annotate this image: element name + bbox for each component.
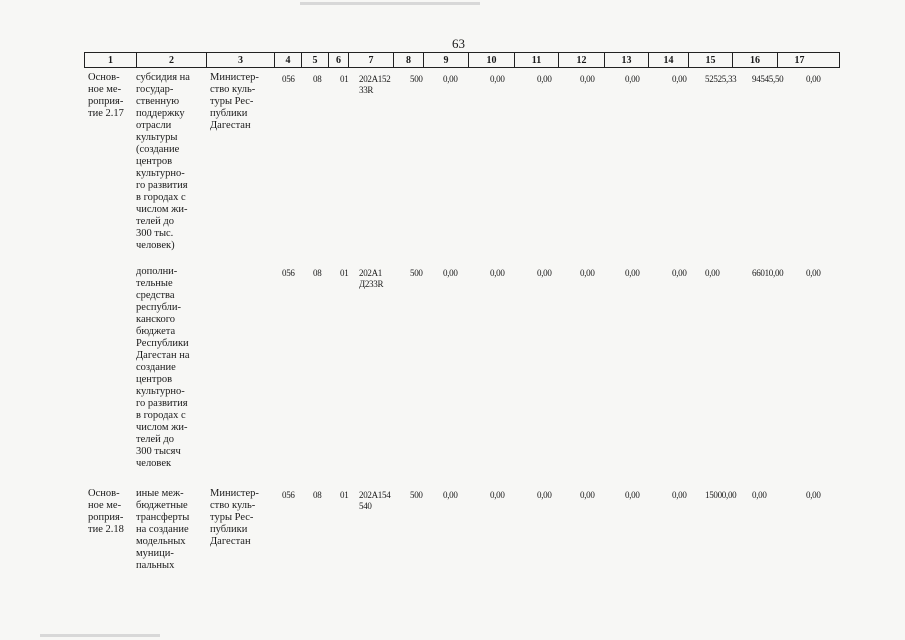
row1-col4: 056: [282, 74, 295, 84]
row2-col12: 0,00: [580, 268, 595, 278]
header-col-6: 6: [329, 53, 349, 67]
header-col-15: 15: [689, 53, 733, 67]
row1-col7: 202А152 33R: [359, 74, 391, 95]
table-header: [84, 52, 840, 68]
row1-col14: 0,00: [672, 74, 687, 84]
row2-col8: 500: [410, 268, 423, 278]
row3-col4: 056: [282, 490, 295, 500]
row3-executor: Министер- ство куль- туры Рес- публики Дагестан: [210, 488, 259, 547]
row2-col6: 01: [340, 268, 349, 278]
row1-executor: Министер- ство куль- туры Рес- публики Дагестан: [210, 72, 259, 131]
row1-col12: 0,00: [580, 74, 595, 84]
header-col-4: 4: [275, 53, 302, 67]
header-col-11: 11: [515, 53, 559, 67]
scan-mark-top: [300, 2, 480, 5]
row3-col9: 0,00: [443, 490, 458, 500]
row1-col13: 0,00: [625, 74, 640, 84]
header-col-14: 14: [649, 53, 689, 67]
row3-col12: 0,00: [580, 490, 595, 500]
row2-col11: 0,00: [537, 268, 552, 278]
header-col-12: 12: [559, 53, 605, 67]
row3-col8: 500: [410, 490, 423, 500]
header-col-7: 7: [349, 53, 394, 67]
row1-col5: 08: [313, 74, 322, 84]
row3-col15: 15000,00: [705, 490, 737, 500]
row3-col13: 0,00: [625, 490, 640, 500]
row3-col5: 08: [313, 490, 322, 500]
row1-col8: 500: [410, 74, 423, 84]
header-col-16: 16: [733, 53, 778, 67]
row1-description: субсидия на государ- ственную поддержку отрасли культуры (создание центров культурно- го развития в городах с числом жи- телей до 300 тыс. человек): [136, 72, 190, 251]
row2-col16: 66010,00: [752, 268, 784, 278]
header-col-13: 13: [605, 53, 649, 67]
page-number: 63: [452, 36, 465, 51]
row3-description: иные меж- бюджетные трансферты на создание модельных муници- пальных: [136, 488, 190, 571]
row2-col15: 0,00: [705, 268, 720, 278]
row3-col14: 0,00: [672, 490, 687, 500]
row3-col16: 0,00: [752, 490, 767, 500]
row2-col4: 056: [282, 268, 295, 278]
header-col-17: 17: [794, 54, 805, 66]
row2-col17: 0,00: [806, 268, 821, 278]
row1-col6: 01: [340, 74, 349, 84]
row1-col10: 0,00: [490, 74, 505, 84]
row2-col13: 0,00: [625, 268, 640, 278]
header-col-1: 1: [85, 53, 137, 67]
row2-description: дополни- тельные средства республи- канского бюджета Республики Дагестан на создание центров культурно- го развития в городах с числом жи- телей до 300 тысяч человек: [136, 266, 190, 469]
row3-activity: Основ- ное ме- роприя- тие 2.18: [88, 488, 124, 535]
row1-col16: 94545,50: [752, 74, 784, 84]
header-col-10: 10: [469, 53, 515, 67]
row1-col15: 52525,33: [705, 74, 737, 84]
scan-mark-bottom: [40, 634, 160, 637]
header-col-9: 9: [424, 53, 469, 67]
header-col-3: 3: [207, 53, 275, 67]
row3-col10: 0,00: [490, 490, 505, 500]
row3-col6: 01: [340, 490, 349, 500]
header-col-2: 2: [137, 53, 207, 67]
header-col-8: 8: [394, 53, 424, 67]
row3-col11: 0,00: [537, 490, 552, 500]
row2-col14: 0,00: [672, 268, 687, 278]
row2-col10: 0,00: [490, 268, 505, 278]
row3-col7: 202А154 540: [359, 490, 391, 511]
row1-col17: 0,00: [806, 74, 821, 84]
row1-col9: 0,00: [443, 74, 458, 84]
row2-col7: 202А1 Д233R: [359, 268, 384, 289]
row1-activity: Основ- ное ме- роприя- тие 2.17: [88, 72, 124, 119]
row2-col9: 0,00: [443, 268, 458, 278]
row2-col5: 08: [313, 268, 322, 278]
row1-col11: 0,00: [537, 74, 552, 84]
row3-col17: 0,00: [806, 490, 821, 500]
header-col-5: 5: [302, 53, 329, 67]
